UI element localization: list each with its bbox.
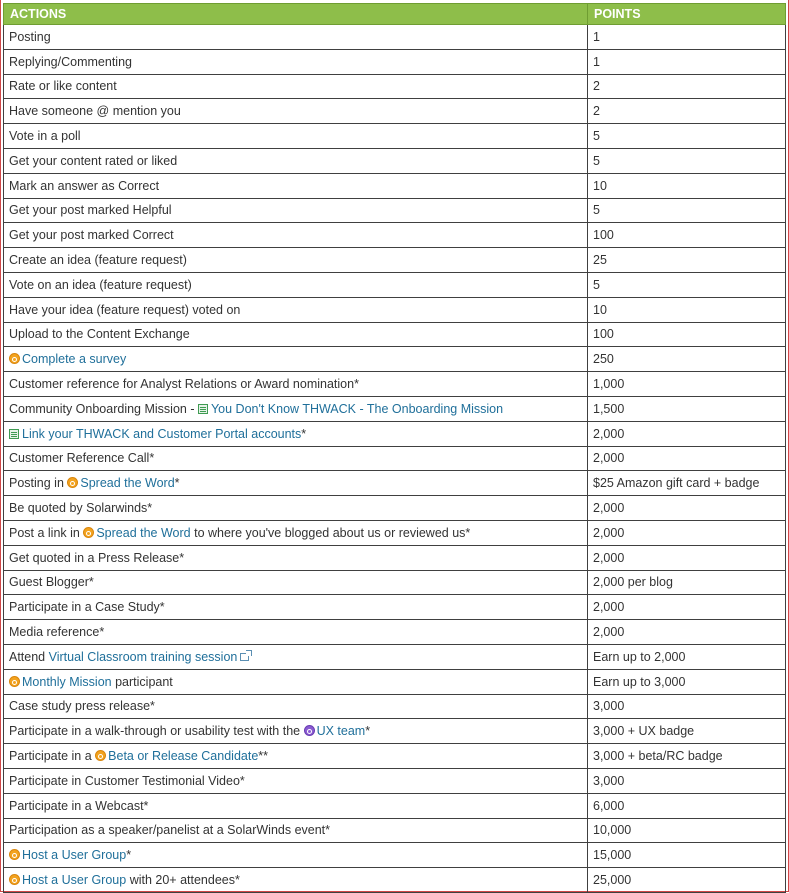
table-row (4, 545, 786, 570)
points-cell: 15,000 (588, 843, 786, 868)
action-link[interactable]: You Don't Know THWACK - The Onboarding Mission (210, 401, 504, 416)
table-row (4, 347, 786, 372)
action-cell (4, 843, 588, 868)
table-row (4, 148, 786, 173)
action-cell (4, 99, 588, 124)
table-row (4, 223, 786, 248)
orange-badge-icon (9, 676, 20, 687)
action-text: Participate in a Webcast* (9, 798, 149, 813)
points-cell: 250 (588, 347, 786, 372)
table-row (4, 620, 786, 645)
table-row (4, 372, 786, 397)
action-cell (4, 768, 588, 793)
action-cell (4, 644, 588, 669)
points-cell: 2,000 (588, 595, 786, 620)
action-link[interactable]: Spread the Word (80, 476, 175, 491)
table-row (4, 297, 786, 322)
action-cell (4, 520, 588, 545)
action-cell (4, 148, 588, 173)
action-text: Guest Blogger* (9, 575, 94, 590)
points-header: POINTS (588, 4, 786, 25)
action-cell (4, 322, 588, 347)
document-icon (198, 404, 208, 414)
action-cell (4, 347, 588, 372)
points-cell: 3,000 (588, 694, 786, 719)
action-text: Community Onboarding Mission - (9, 401, 198, 416)
points-cell: 25,000 (588, 868, 786, 893)
action-text: Participate in a (9, 749, 96, 763)
action-cell (4, 868, 588, 893)
action-text: Get quoted in a Press Release* (9, 550, 185, 565)
table-row (4, 198, 786, 223)
table-row (4, 868, 786, 893)
table-row (4, 644, 786, 669)
table-row (4, 471, 786, 496)
action-text: Get your post marked Helpful (9, 203, 172, 218)
action-suffix: with 20+ attendees* (126, 872, 240, 887)
points-cell: 1,000 (588, 372, 786, 397)
table-row (4, 74, 786, 99)
table-row (4, 843, 786, 868)
points-cell: 2 (588, 74, 786, 99)
orange-badge-icon (67, 477, 78, 488)
action-cell (4, 421, 588, 446)
table-row (4, 669, 786, 694)
table-row (4, 520, 786, 545)
action-cell (4, 25, 588, 50)
action-suffix: * (126, 848, 132, 863)
action-text: Get your content rated or liked (9, 153, 178, 168)
action-text: Get your post marked Correct (9, 228, 174, 243)
orange-badge-icon (83, 527, 94, 538)
action-text: Post a link in (9, 525, 84, 540)
table-row (4, 396, 786, 421)
table-row (4, 719, 786, 744)
points-cell: 100 (588, 223, 786, 248)
table-row (4, 595, 786, 620)
orange-badge-icon (95, 750, 106, 761)
points-cell: 2,000 (588, 520, 786, 545)
action-text: Upload to the Content Exchange (9, 327, 190, 342)
action-cell (4, 570, 588, 595)
action-cell (4, 124, 588, 149)
action-suffix: * (301, 426, 307, 441)
action-cell (4, 223, 588, 248)
action-cell (4, 248, 588, 273)
action-text: Customer Reference Call* (9, 451, 155, 466)
document-icon (9, 429, 19, 439)
table-row (4, 446, 786, 471)
action-text: Customer reference for Analyst Relations or Award nomination* (9, 377, 359, 392)
points-cell: 3,000 (588, 768, 786, 793)
action-text: Attend (9, 649, 49, 664)
purple-badge-icon (304, 725, 315, 736)
orange-badge-icon (9, 353, 20, 364)
action-link[interactable]: Host a User Group (22, 872, 127, 887)
action-cell (4, 694, 588, 719)
action-link[interactable]: Beta or Release Candidate (108, 749, 259, 763)
action-text: Case study press release* (9, 699, 155, 714)
table-row (4, 421, 786, 446)
action-link[interactable]: Link your THWACK and Customer Portal accounts (22, 426, 302, 441)
points-cell: 100 (588, 322, 786, 347)
points-cell: 2,000 (588, 421, 786, 446)
points-cell: 10,000 (588, 818, 786, 843)
points-cell: 10 (588, 297, 786, 322)
points-cell: Earn up to 2,000 (588, 644, 786, 669)
table-row (4, 49, 786, 74)
action-cell (4, 372, 588, 397)
action-cell (4, 49, 588, 74)
action-suffix: * (174, 476, 180, 491)
table-row (4, 25, 786, 50)
table-row (4, 744, 786, 769)
points-cell: 1 (588, 49, 786, 74)
action-cell (4, 446, 588, 471)
action-link[interactable]: Virtual Classroom training session (48, 649, 238, 664)
header-row (4, 4, 786, 25)
points-cell: 3,000 + UX badge (588, 719, 786, 744)
action-cell (4, 595, 588, 620)
points-cell: 5 (588, 198, 786, 223)
action-text: Have your idea (feature request) voted on (9, 302, 241, 317)
table-row (4, 272, 786, 297)
table-row (4, 570, 786, 595)
action-cell (4, 496, 588, 521)
points-cell: 2 (588, 99, 786, 124)
points-cell: 2,000 (588, 545, 786, 570)
action-cell (4, 173, 588, 198)
points-cell: 5 (588, 272, 786, 297)
action-text: Participate in a Case Study* (9, 600, 165, 615)
points-cell: 2,000 (588, 496, 786, 521)
action-text: Replying/Commenting (9, 54, 132, 69)
points-table (3, 3, 786, 893)
table-row (4, 768, 786, 793)
points-cell: 5 (588, 148, 786, 173)
action-cell (4, 272, 588, 297)
action-cell (4, 669, 588, 694)
actions-header: ACTIONS (4, 4, 588, 25)
action-cell (4, 297, 588, 322)
table-row (4, 818, 786, 843)
action-suffix: to where you've blogged about us or reviewed us* (190, 525, 471, 540)
action-link[interactable]: UX team (316, 724, 366, 739)
action-cell (4, 396, 588, 421)
points-cell: 25 (588, 248, 786, 273)
action-text: Participate in Customer Testimonial Video* (9, 773, 245, 788)
points-cell: 10 (588, 173, 786, 198)
action-cell (4, 620, 588, 645)
table-row (4, 124, 786, 149)
points-cell: $25 Amazon gift card + badge (588, 471, 786, 496)
table-row (4, 248, 786, 273)
action-text: Posting in (9, 476, 68, 491)
action-text: Participation as a speaker/panelist at a SolarWinds event* (9, 823, 331, 838)
action-link[interactable]: Monthly Mission (22, 674, 112, 689)
action-text: Vote in a poll (9, 129, 81, 144)
table-row (4, 694, 786, 719)
table-row (4, 99, 786, 124)
points-cell: 2,000 per blog (588, 570, 786, 595)
action-text: Mark an answer as Correct (9, 178, 160, 193)
points-cell: 1 (588, 25, 786, 50)
points-cell: 2,000 (588, 446, 786, 471)
points-cell: 1,500 (588, 396, 786, 421)
action-link[interactable]: Complete a survey (22, 352, 127, 367)
action-text: Rate or like content (9, 79, 117, 94)
action-cell (4, 74, 588, 99)
action-cell (4, 545, 588, 570)
action-cell (4, 471, 588, 496)
action-cell (4, 198, 588, 223)
orange-badge-icon (9, 849, 20, 860)
action-link[interactable]: Host a User Group (22, 848, 127, 863)
points-cell: 6,000 (588, 793, 786, 818)
action-link[interactable]: Spread the Word (96, 525, 191, 540)
table-row (4, 322, 786, 347)
action-suffix: ** (258, 749, 269, 763)
action-text: Participate in a walk-through or usability test with the (9, 724, 304, 739)
action-text: Create an idea (feature request) (9, 253, 187, 268)
action-cell (4, 719, 588, 744)
orange-badge-icon (9, 874, 20, 885)
points-cell: Earn up to 3,000 (588, 669, 786, 694)
action-cell (4, 793, 588, 818)
table-row (4, 173, 786, 198)
points-cell: 3,000 + beta/RC badge (588, 744, 786, 769)
external-link-icon[interactable] (240, 653, 249, 661)
action-suffix: * (365, 724, 371, 739)
points-cell: 2,000 (588, 620, 786, 645)
action-text: Media reference* (9, 625, 105, 640)
points-cell: 5 (588, 124, 786, 149)
action-text: Vote on an idea (feature request) (9, 277, 192, 292)
table-row (4, 793, 786, 818)
action-text: Have someone @ mention you (9, 104, 181, 119)
action-text: Posting (9, 29, 51, 44)
action-cell (4, 744, 588, 769)
table-row (4, 496, 786, 521)
action-cell (4, 818, 588, 843)
action-suffix: participant (111, 674, 173, 689)
action-text: Be quoted by Solarwinds* (9, 501, 153, 516)
